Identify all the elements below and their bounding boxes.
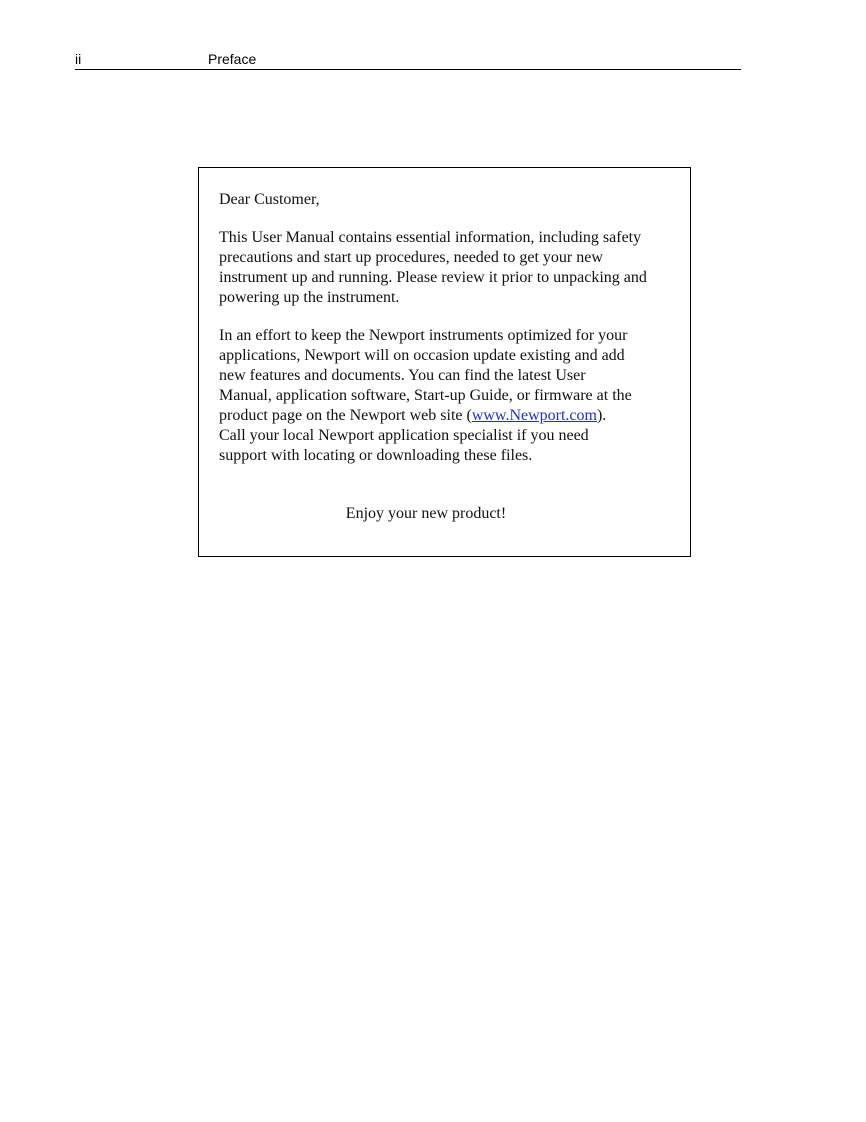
paragraph-2-line: Call your local Newport application specialist if you need [219, 427, 589, 444]
paragraph-2-line: new features and documents. You can find the latest User [219, 367, 586, 384]
paragraph-2-line: applications, Newport will on occasion update existing and add [219, 347, 625, 364]
paragraph-2-line: support with locating or downloading these files. [219, 447, 533, 464]
paragraph-1-line: This User Manual contains essential information, including safety [219, 229, 642, 246]
newport-website-link[interactable]: www.Newport.com [471, 407, 597, 424]
paragraph-1-line: instrument up and running. Please review it prior to unpacking and [219, 269, 647, 286]
section-title: Preface [208, 51, 257, 67]
letter-closing: Enjoy your new product! [345, 505, 507, 522]
paragraph-2-link-line [219, 406, 685, 426]
letter-paragraph-1 [219, 228, 685, 308]
letter-paragraph-2 [219, 326, 685, 466]
page-number: ii [75, 51, 82, 67]
customer-letter [219, 190, 685, 524]
paragraph-2-line: Manual, application software, Start-up Guide, or firmware at the [219, 387, 632, 404]
paragraph-2-line: In an effort to keep the Newport instruments optimized for your [219, 327, 628, 344]
link-suffix: ). [596, 407, 607, 424]
paragraph-1-line: powering up the instrument. [219, 289, 400, 306]
paragraph-1-line: precautions and start up procedures, needed to get your new [219, 249, 603, 266]
page-header [75, 50, 741, 70]
letter-greeting: Dear Customer, [219, 191, 320, 208]
link-prefix: product page on the Newport web site ( [219, 407, 472, 424]
customer-letter-box [198, 167, 691, 557]
